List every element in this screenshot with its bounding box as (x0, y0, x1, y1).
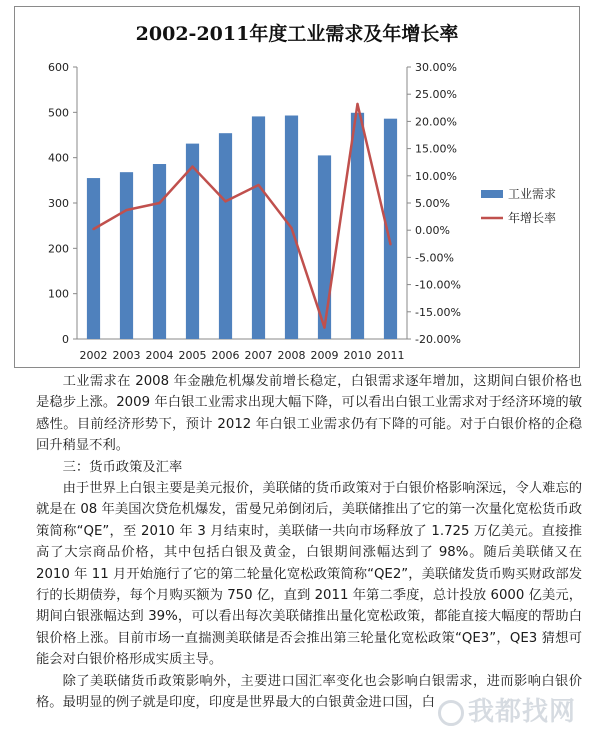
y-left-tick-label: 600 (48, 61, 69, 74)
x-tick-label: 2005 (178, 349, 207, 362)
bar-2006 (219, 133, 232, 339)
chart-svg (15, 7, 579, 367)
x-tick-label: 2010 (343, 349, 372, 362)
y-right-tick-label: -10.00% (415, 278, 461, 292)
growth-rate-point-2005 (191, 165, 193, 167)
bar-2002 (87, 178, 100, 339)
chart-title: 2002-2011年度工业需求及年增长率 (135, 23, 459, 45)
y-right-tick-label: 30.00% (415, 61, 457, 74)
x-tick-label: 2006 (211, 349, 240, 362)
article-paragraph-3: 除了美联储货币政策影响外，主要进口国汇率变化也会影响白银需求，进而影响白银价格。最明显的例子就是印度，印度是世界最大的白银黄金进口国，白 (36, 673, 582, 711)
growth-rate-point-2008 (290, 227, 292, 229)
y-left-tick-label: 500 (48, 106, 69, 120)
growth-rate-point-2002 (92, 228, 94, 230)
y-right-tick-label: -20.00% (415, 333, 461, 346)
growth-rate-point-2004 (158, 202, 160, 204)
growth-rate-point-2006 (224, 200, 226, 202)
chart-frame (14, 6, 580, 368)
bar-2007 (252, 116, 265, 339)
watermark-text: 我都找网 (467, 697, 576, 727)
y-left-tick-label: 100 (48, 287, 69, 301)
legend-label-bars: 工业需求 (508, 187, 557, 201)
x-tick-label: 2011 (376, 349, 405, 362)
x-tick-label: 2009 (310, 349, 339, 362)
y-right-tick-label: 10.00% (415, 169, 457, 183)
y-right-tick-label: 20.00% (415, 115, 457, 129)
growth-rate-point-2009 (323, 326, 325, 328)
legend-label-line: 年增长率 (508, 211, 557, 225)
x-tick-label: 2002 (79, 349, 108, 362)
x-tick-label: 2004 (145, 349, 174, 362)
x-tick-label: 2003 (112, 349, 141, 362)
legend-swatch-bars (481, 190, 503, 198)
article-paragraph-2: 由于世界上白银主要是美元报价，美联储的货币政策对于白银价格影响深远，令人难忘的就是在 08 年美国次贷危机爆发，雷曼兄弟倒闭后，美联储推出了它的第一次量化宽松货币政策简称“QE”，至 2010 年 3 月结束时，美联储一共向市场释放了 1.725 万亿美元。直接推高了大宗商品价格，其中包括白银及黄金，白银期间涨幅达到了 98%。随后美联储又在 2010 年 11 月开始施行了它的第二轮量化宽松政策简称“QE2”，美联储发货币购买财政部发行的长期债券，每个月购买额为 750 亿，直到 2011 年第二季度，总计投放 6000 亿美元，期间白银涨幅达到 39%，可以看出每次美联储推出量化宽松政策，都能直接大幅度的帮助白银价格上涨。目前市场一直揣测美联储是否会推出第三轮量化宽松政策“QE3”，QE3 猜想可能会对白银价格形成实质主导。 (36, 481, 582, 668)
y-right-tick-label: -15.00% (415, 305, 461, 319)
growth-rate-point-2011 (389, 243, 391, 245)
watermark-icon (438, 700, 464, 726)
article-paragraph-1: 工业需求在 2008 年金融危机爆发前增长稳定，白银需求逐年增加，这期间白银价格也是稳步上涨。2009 年白银工业需求出现大幅下降，可以看出白银工业需求对于经济环境的敏感性。目前经济形势下，预计 2012 年白银工业需求仍有下降的可能。对于白银价格的企稳回升稍显不利。 (36, 374, 582, 454)
growth-rate-point-2010 (356, 103, 358, 105)
y-left-tick-label: 0 (62, 333, 69, 346)
growth-rate-point-2007 (257, 184, 259, 186)
y-right-tick-label: 15.00% (415, 142, 457, 156)
growth-rate-point-2003 (125, 209, 127, 211)
y-right-tick-label: 0.00% (415, 224, 450, 238)
x-tick-label: 2007 (244, 349, 273, 362)
bar-2003 (120, 172, 133, 339)
bar-2004 (153, 164, 166, 339)
bar-2010 (351, 113, 364, 339)
y-left-tick-label: 200 (48, 242, 69, 256)
y-left-tick-label: 400 (48, 151, 69, 165)
growth-rate-line (94, 104, 391, 328)
y-right-tick-label: 5.00% (415, 197, 450, 210)
article-body (36, 371, 582, 714)
y-right-tick-label: -5.00% (415, 251, 454, 265)
y-left-tick-label: 300 (48, 197, 69, 210)
watermark-logo (438, 691, 576, 728)
section-heading: 三：货币政策及汇率 (62, 459, 183, 475)
x-tick-label: 2008 (277, 349, 306, 362)
y-right-tick-label: 25.00% (415, 88, 457, 102)
